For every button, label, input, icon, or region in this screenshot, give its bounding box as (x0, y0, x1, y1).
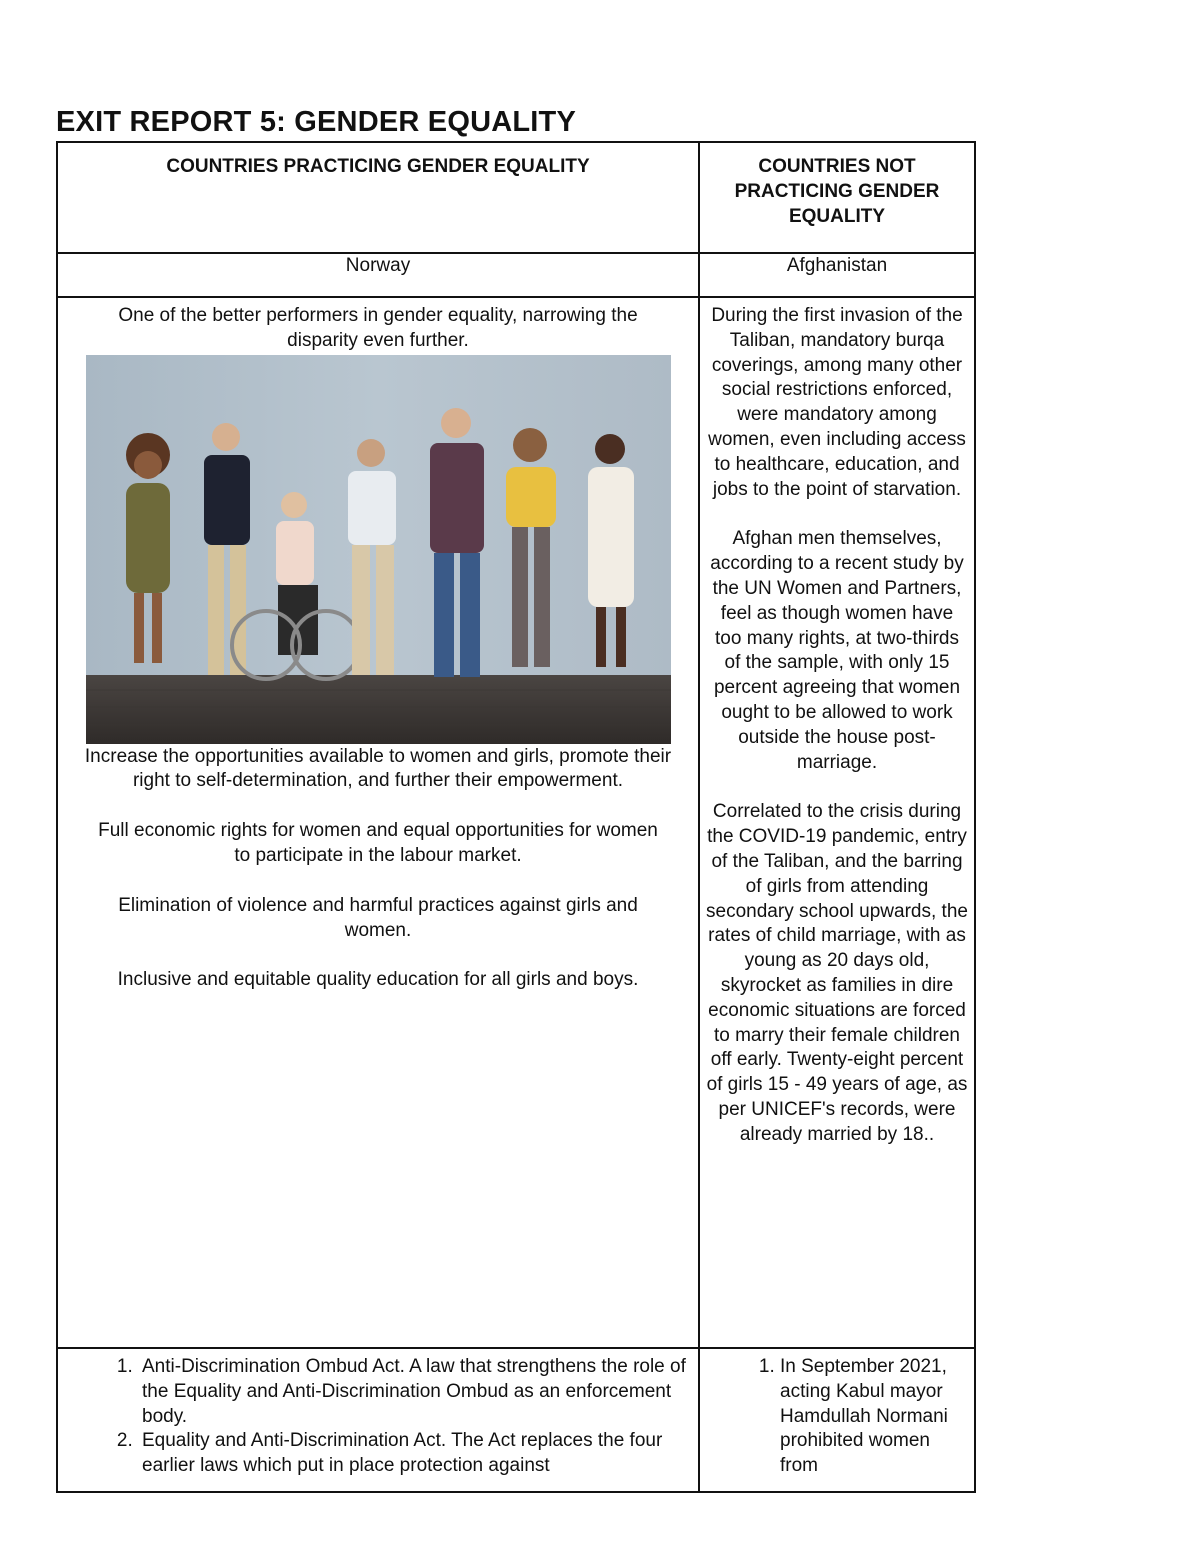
afghanistan-law-list (700, 1355, 974, 1479)
afghanistan-description (699, 297, 975, 1348)
group-photo-image (86, 355, 671, 744)
header-not-practicing: COUNTRIES NOT PRACTICING GENDER EQUALITY (699, 142, 975, 253)
norway-law-list (58, 1355, 698, 1479)
list-item: 1. Anti-Discrimination Ombud Act. A law that strengthens the role of the Equality and Anti-Discrimination Ombud as an enforcement body. (138, 1355, 688, 1429)
country-afghanistan: Afghanistan (699, 253, 975, 297)
table-header-row (57, 142, 975, 253)
afghanistan-point-1: During the first invasion of the Taliban, mandatory burqa coverings, among many other social restrictions enforced, were mandatory among women, even including access to healthcare, education, and jobs to the point of starvation. (708, 305, 966, 500)
norway-point-3: Elimination of violence and harmful practices against girls and women. (118, 894, 638, 941)
list-item: 1. In September 2021, acting Kabul mayor Hamdullah Normani prohibited women from (780, 1355, 966, 1479)
norway-laws (57, 1348, 699, 1492)
afghanistan-laws (699, 1348, 975, 1492)
header-practicing: COUNTRIES PRACTICING GENDER EQUALITY (57, 142, 699, 253)
norway-point-4: Inclusive and equitable quality education for all girls and boys. (117, 969, 639, 991)
description-row (57, 297, 975, 1348)
country-norway: Norway (57, 253, 699, 297)
list-item: 2. Equality and Anti-Discrimination Act. The Act replaces the four earlier laws which put in place protection against (138, 1429, 688, 1479)
norway-point-1: Increase the opportunities available to women and girls, promote their right to self-determination, and further their empowerment. (84, 745, 672, 792)
norway-intro: One of the better performers in gender equality, narrowing the disparity even further. (118, 305, 638, 351)
norway-description (57, 297, 699, 1348)
country-row (57, 253, 975, 297)
laws-row (57, 1348, 975, 1492)
comparison-table (56, 141, 976, 1493)
page-title: EXIT REPORT 5: GENDER EQUALITY (56, 106, 576, 138)
norway-point-2: Full economic rights for women and equal opportunities for women to participate in the labour market. (98, 820, 658, 866)
afghanistan-point-2: Afghan men themselves, according to a recent study by the UN Women and Partners, feel as though women have too many rights, at two-thirds of the sample, with only 15 percent agreeing that women ought to be allowed to work outside the house post-marriage. (710, 528, 964, 773)
afghanistan-point-3: Correlated to the crisis during the COVID-19 pandemic, entry of the Taliban, and the barring of girls from attending secondary school upwards, the rates of child marriage, with as young as 20 days old, skyrocket as families in dire economic situations are forced to marry their female children off early. Twenty-eight percent of girls 15 - 49 years of age, as per UNICEF's records, were already married by 18.. (706, 801, 968, 1145)
